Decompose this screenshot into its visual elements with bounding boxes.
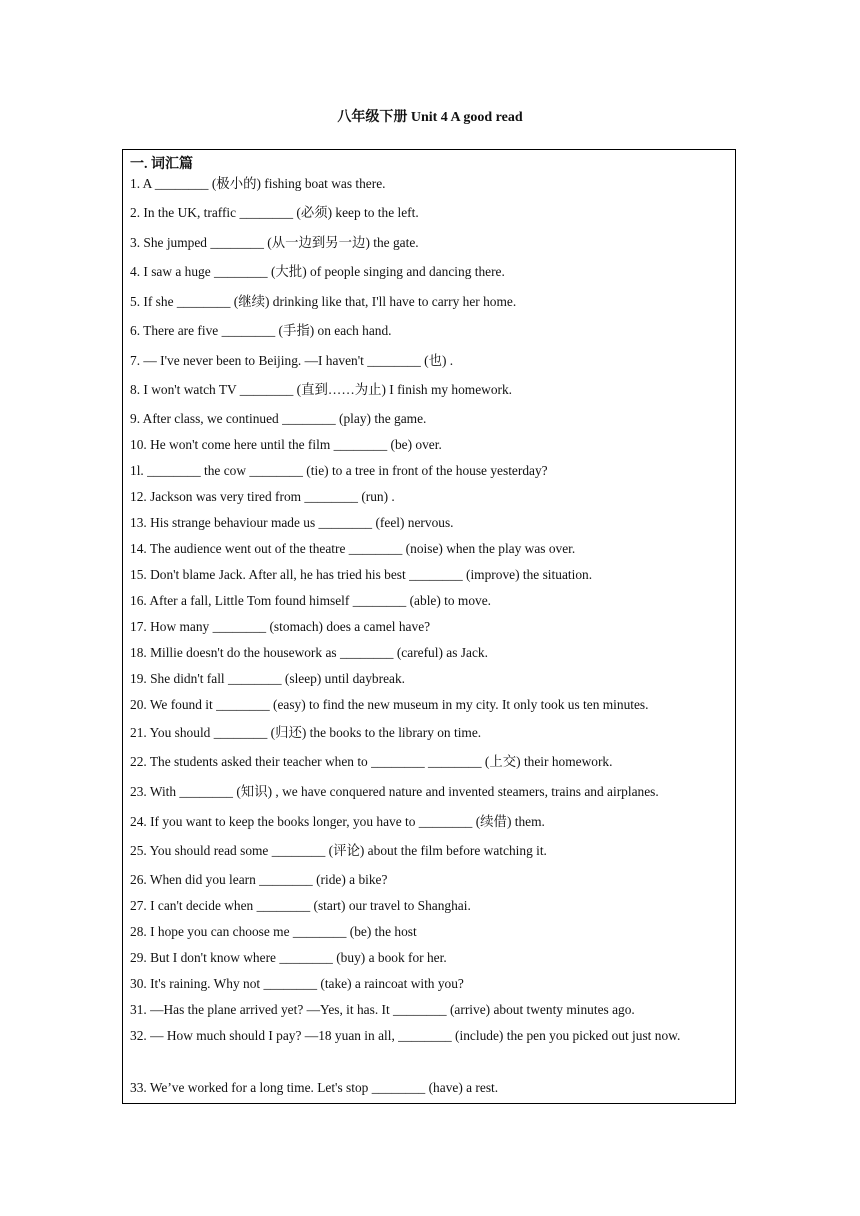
question-item: 10. He won't come here until the film ________ (be) over.	[130, 437, 442, 452]
question-item: 16. After a fall, Little Tom found himself ________ (able) to move.	[130, 593, 492, 608]
question-item: 8. I won't watch TV ________ (直到……为止) I finish my homework.	[130, 382, 513, 397]
question-item: 31. —Has the plane arrived yet? —Yes, it has. It ________ (arrive) about twenty minutes ago.	[130, 1002, 635, 1017]
question-item: 14. The audience went out of the theatre ________ (noise) when the play was over.	[130, 541, 576, 556]
question-item: 27. I can't decide when ________ (start) our travel to Shanghai.	[130, 898, 471, 913]
question-item: 19. She didn't fall ________ (sleep) until daybreak.	[130, 671, 406, 686]
question-item: 24. If you want to keep the books longer, you have to ________ (续借) them.	[130, 814, 545, 829]
question-item: 7. — I've never been to Beijing. —I haven't ________ (也) .	[130, 353, 454, 368]
question-item: 4. I saw a huge ________ (大批) of people singing and dancing there.	[130, 264, 505, 279]
question-item: 30. It's raining. Why not ________ (take) a raincoat with you?	[130, 976, 464, 991]
question-item: 12. Jackson was very tired from ________ (run) .	[130, 489, 395, 504]
exercise-box	[122, 149, 736, 1104]
question-item: 1. A ________ (极小的) fishing boat was there.	[130, 176, 386, 191]
question-item: 25. You should read some ________ (评论) about the film before watching it.	[130, 843, 547, 858]
question-item: 2. In the UK, traffic ________ (必须) keep to the left.	[130, 205, 419, 220]
question-item: 26. When did you learn ________ (ride) a bike?	[130, 872, 388, 887]
page-title: 八年级下册 Unit 4 A good read	[337, 110, 523, 125]
question-item: 13. His strange behaviour made us ________ (feel) nervous.	[130, 515, 454, 530]
question-item: 17. How many ________ (stomach) does a camel have?	[130, 619, 431, 634]
question-item: 9. After class, we continued ________ (play) the game.	[130, 411, 427, 426]
question-item: 33. We’ve worked for a long time. Let's stop ________ (have) a rest.	[130, 1080, 499, 1095]
question-item: 28. I hope you can choose me ________ (be) the host	[130, 924, 417, 939]
question-item: 29. But I don't know where ________ (buy) a book for her.	[130, 950, 447, 965]
section-heading: 一. 词汇篇	[130, 157, 193, 172]
question-item: 23. With ________ (知识) , we have conquered nature and invented steamers, trains and airplanes.	[130, 784, 659, 799]
question-item: 6. There are five ________ (手指) on each hand.	[130, 323, 392, 338]
question-item: 32. — How much should I pay? —18 yuan in all, ________ (include) the pen you picked out just now.	[130, 1028, 681, 1043]
question-item: 5. If she ________ (继续) drinking like that, I'll have to carry her home.	[130, 294, 517, 309]
question-item: 18. Millie doesn't do the housework as ________ (careful) as Jack.	[130, 645, 488, 660]
question-item: 22. The students asked their teacher when to ________ ________ (上交) their homework.	[130, 754, 613, 769]
question-item: 3. She jumped ________ (从一边到另一边) the gate.	[130, 235, 419, 250]
question-item: 21. You should ________ (归还) the books to the library on time.	[130, 725, 482, 740]
question-item: 1l. ________ the cow ________ (tie) to a tree in front of the house yesterday?	[130, 463, 548, 478]
question-item: 15. Don't blame Jack. After all, he has tried his best ________ (improve) the situation.	[130, 567, 593, 582]
question-item: 20. We found it ________ (easy) to find the new museum in my city. It only took us ten minutes.	[130, 697, 649, 712]
